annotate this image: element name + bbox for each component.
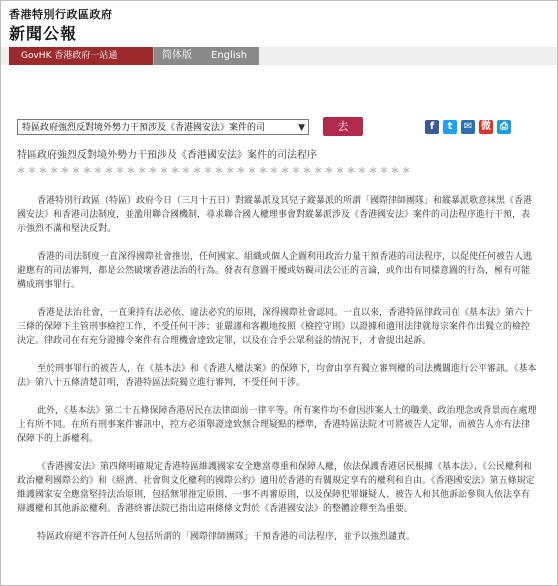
article-select-dropdown[interactable] [17, 119, 309, 135]
title-separator: ＊＊＊＊＊＊＊＊＊＊＊＊＊＊＊＊＊＊＊＊＊＊＊＊＊＊＊＊＊＊＊＊＊＊＊＊ [17, 166, 413, 175]
chevron-down-icon: ▼ [298, 123, 305, 133]
email-icon[interactable]: ✉ [461, 120, 475, 134]
twitter-icon[interactable]: t [443, 120, 457, 134]
article-select-value: 特區政府強烈反對境外勢力干預涉及《香港國安法》案件的司 [22, 123, 266, 133]
go-button[interactable]: 去 [323, 117, 363, 136]
english-link[interactable]: English [203, 47, 259, 65]
article-paragraph: 此外，《基本法》第二十五條保障香港居民在法律面前一律平等。所有案件均不會因涉案人士的職業、政治理念或背景而在處理上有所不同。在所有刑事案件審訊中，控方必須舉證達致無合理疑點的標準，香港特區法院才可將被告人定罪，而被告人亦有法律保障下的上訴權利。 [17, 406, 537, 444]
article-content [17, 149, 537, 544]
article-title: 特區政府強烈反對境外勢力干預涉及《香港國安法》案件的司法程序 [17, 150, 317, 161]
govhk-label: GovHK 香港政府一站通 [21, 51, 118, 61]
government-name: 香港特別行政區政府 [9, 8, 113, 21]
article-paragraph: 至於刑事罪行的被告人，在《基本法》和《香港人權法案》的保障下，均會由享有獨立審判權的司法機關進行公平審訊。《基本法》第八十五條清楚訂明，香港特區法院獨立進行審判，不受任何干涉。 [17, 364, 537, 388]
top-nav-bar [1, 47, 557, 65]
weibo-icon[interactable]: 微 [481, 121, 491, 132]
simplified-chinese-link[interactable]: 简体版 [153, 47, 212, 65]
govhk-link[interactable] [9, 47, 153, 65]
press-releases-title[interactable]: 新聞公報 [9, 24, 78, 43]
article-paragraph: 香港的司法制度一直深得國際社會推崇，任何國家、組織或個人企圖利用政治力量干預香港的司法程序，以促使任何被告人逃避應有的司法審判，都是公然破壞香港法治的行為。發表有意圖干擾或妨礙司法公正的言論，或作出有同樣意圖的行為，極有可能構成刑事罪行。 [17, 252, 533, 290]
article-paragraph: 特區政府絕不容許任何人包括所謂的「國際律師團隊」干預香港的司法程序，並予以強烈譴責。 [37, 532, 416, 542]
article-paragraph: 香港特別行政區（特區）政府今日（三月十五日）對縱暴派及其兒子縱暴派的所謂「國際律師團隊」和縱暴派歌意抹黑《香港國安法》和香港司法制度，並濫用聯合國機制，尋求聯合國人權理事會對縱暴派涉及《香港國安法》案件的司法程序進行干預，表示強烈不滿和堅決反對。 [17, 196, 533, 234]
article-toolbar [1, 113, 557, 141]
facebook-icon[interactable]: f [425, 120, 439, 134]
site-header [1, 1, 557, 47]
article-paragraph: 《香港國安法》第四條明確規定香港特區維護國家安全應當尊重和保障人權，依法保護香港居民根據《基本法》、《公民權利和政治權利國際公約》和《經濟、社會與文化權利的國際公約》適用於香港的有關規定享有的權利和自由。《香港國安法》第五條規定維護國家安全應當堅持法治原則，包括無罪推定原則、一事不再審原則，以及保障犯罪嫌疑人、被告人和其他訴訟參與人依法享有辯護權和其他訴訟權利。香港終審法院已指出這兩條條文對於《香港國安法》的整體詮釋至為重要。 [17, 462, 535, 514]
article-paragraph: 香港是法治社會，一直秉持有法必依、違法必究的原則，深得國際社會認同。一直以來，香港特區律政司在《基本法》第六十三條的保障下主管刑事檢控工作，不受任何干涉；並嚴謹和客觀地按照《檢控守則》以證據和適用法律就每宗案件作出獨立的檢控決定。律政司在有充分證據令案件有合理機會達致定罪，以及在合乎公眾利益的情況下，才會提出起訴。 [17, 308, 533, 346]
print-icon[interactable]: ⎙ [497, 120, 511, 134]
